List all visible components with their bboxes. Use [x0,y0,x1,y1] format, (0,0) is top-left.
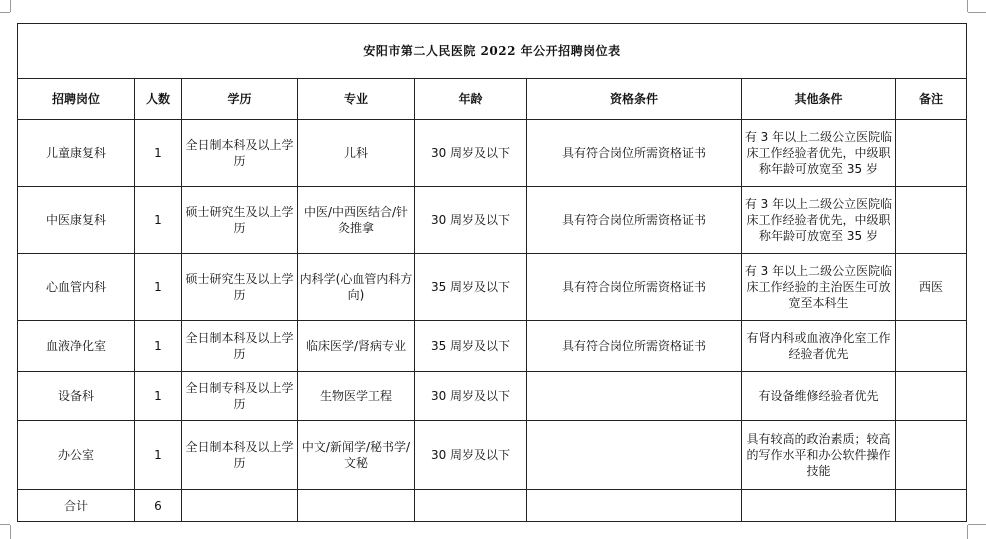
header-qualification: 资格条件 [527,79,742,120]
cell-qualification [527,372,742,421]
cell-other: 有 3 年以上二级公立医院临床工作经验的主治医生可放宽至本科生 [742,254,896,321]
recruitment-table [17,23,967,522]
cell-other: 具有较高的政治素质；较高的写作水平和办公软件操作技能 [742,421,896,490]
title-row [18,24,967,79]
crop-mark [0,524,10,525]
cell-age: 30 周岁及以下 [415,120,527,187]
table-title: 安阳市第二人民医院 2022 年公开招聘岗位表 [18,24,967,79]
cell-note: 西医 [896,254,967,321]
header-position: 招聘岗位 [18,79,135,120]
table-row [18,187,967,254]
cell-education: 全日制本科及以上学历 [182,321,298,372]
crop-mark [968,12,986,13]
cell-position: 中医康复科 [18,187,135,254]
cell-note [896,321,967,372]
cell-major: 生物医学工程 [298,372,415,421]
cell-other: 有肾内科或血液净化室工作经验者优先 [742,321,896,372]
header-major: 专业 [298,79,415,120]
cell-position: 血液净化室 [18,321,135,372]
empty-cell [742,490,896,522]
cell-qualification: 具有符合岗位所需资格证书 [527,254,742,321]
cell-education: 全日制专科及以上学历 [182,372,298,421]
total-count: 6 [135,490,182,522]
crop-mark [10,0,11,12]
cell-position: 设备科 [18,372,135,421]
table-row [18,421,967,490]
cell-note [896,187,967,254]
header-count: 人数 [135,79,182,120]
cell-note [896,372,967,421]
cell-major: 儿科 [298,120,415,187]
header-education: 学历 [182,79,298,120]
crop-mark [10,525,11,539]
table-row [18,120,967,187]
cell-other: 有设备维修经验者优先 [742,372,896,421]
empty-cell [415,490,527,522]
cell-qualification [527,421,742,490]
table-row [18,321,967,372]
cell-count: 1 [135,120,182,187]
header-row [18,79,967,120]
cell-other: 有 3 年以上二级公立医院临床工作经验者优先，中级职称年龄可放宽至 35 岁 [742,120,896,187]
cell-education: 硕士研究生及以上学历 [182,187,298,254]
cell-major: 中医/中西医结合/针灸推拿 [298,187,415,254]
empty-cell [527,490,742,522]
table-row [18,372,967,421]
cell-major: 中文/新闻学/秘书学/文秘 [298,421,415,490]
cell-qualification: 具有符合岗位所需资格证书 [527,321,742,372]
empty-cell [182,490,298,522]
cell-count: 1 [135,421,182,490]
crop-mark [967,525,968,539]
cell-education: 全日制本科及以上学历 [182,120,298,187]
cell-note [896,421,967,490]
cell-age: 35 周岁及以下 [415,254,527,321]
cell-qualification: 具有符合岗位所需资格证书 [527,187,742,254]
cell-position: 办公室 [18,421,135,490]
cell-position: 心血管内科 [18,254,135,321]
cell-qualification: 具有符合岗位所需资格证书 [527,120,742,187]
cell-age: 30 周岁及以下 [415,421,527,490]
header-note: 备注 [896,79,967,120]
total-row [18,490,967,522]
cell-other: 有 3 年以上二级公立医院临床工作经验者优先，中级职称年龄可放宽至 35 岁 [742,187,896,254]
crop-mark [967,0,968,12]
cell-education: 硕士研究生及以上学历 [182,254,298,321]
cell-count: 1 [135,321,182,372]
cell-age: 35 周岁及以下 [415,321,527,372]
empty-cell [298,490,415,522]
cell-count: 1 [135,254,182,321]
crop-mark [968,524,986,525]
empty-cell [896,490,967,522]
crop-mark [0,12,10,13]
cell-age: 30 周岁及以下 [415,372,527,421]
cell-position: 儿童康复科 [18,120,135,187]
cell-age: 30 周岁及以下 [415,187,527,254]
total-label: 合计 [18,490,135,522]
cell-education: 全日制本科及以上学历 [182,421,298,490]
cell-note [896,120,967,187]
header-age: 年龄 [415,79,527,120]
cell-major: 内科学(心血管内科方向) [298,254,415,321]
cell-count: 1 [135,187,182,254]
header-other: 其他条件 [742,79,896,120]
cell-count: 1 [135,372,182,421]
cell-major: 临床医学/肾病专业 [298,321,415,372]
table-row [18,254,967,321]
